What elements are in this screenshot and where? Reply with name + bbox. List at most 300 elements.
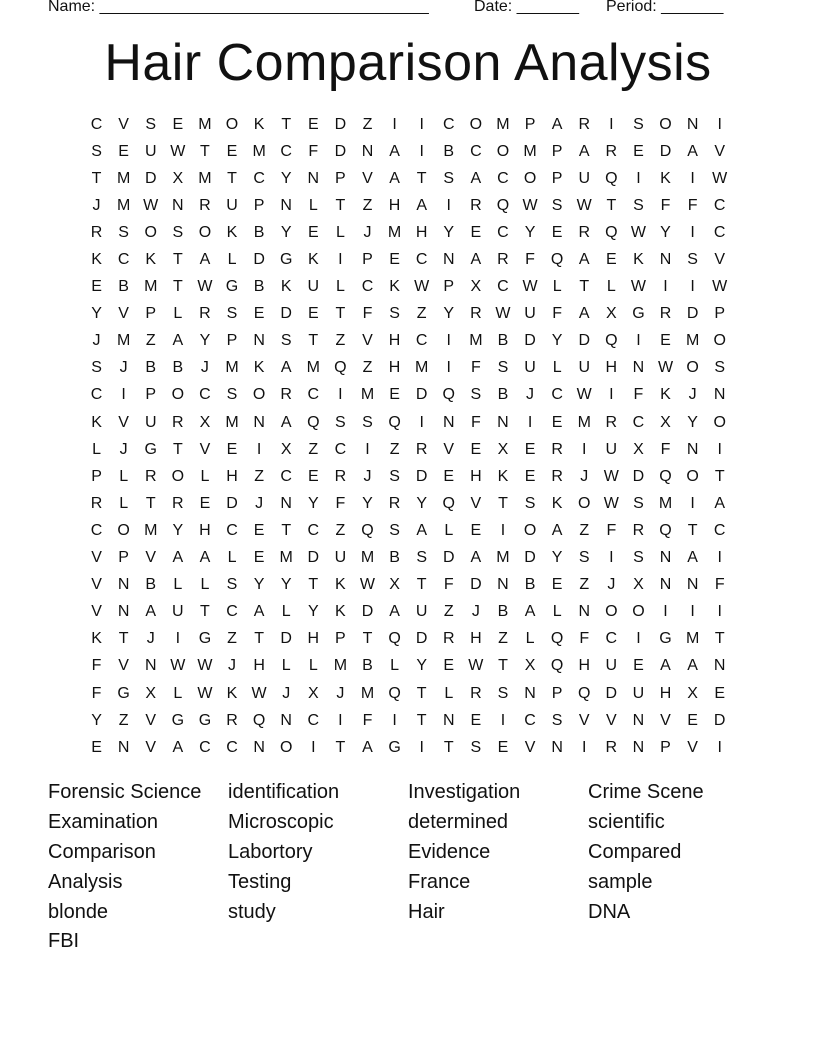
grid-letter: S — [633, 196, 644, 214]
grid-letter: Y — [362, 494, 373, 512]
grid-letter: F — [633, 386, 644, 404]
grid-row — [83, 301, 733, 328]
grid-letter: E — [470, 521, 482, 539]
grid-letter: X — [524, 657, 536, 675]
letter-grid — [83, 111, 733, 761]
grid-letter: X — [497, 440, 509, 458]
grid-letter: T — [200, 603, 210, 621]
grid-letter: X — [687, 684, 698, 702]
word-list-item: Analysis — [48, 870, 123, 893]
grid-letter: H — [253, 657, 265, 675]
grid-letter: C — [442, 115, 455, 133]
grid-letter: N — [253, 332, 265, 350]
grid-letter: I — [717, 603, 722, 621]
grid-letter: A — [172, 332, 184, 350]
grid-letter: D — [361, 603, 374, 621]
grid-letter: W — [197, 657, 213, 675]
grid-letter: Y — [307, 494, 319, 512]
grid-letter: G — [279, 251, 293, 269]
word-list-item: FBI — [48, 930, 80, 953]
grid-letter: D — [578, 332, 591, 350]
grid-letter: C — [415, 332, 428, 350]
grid-letter: I — [609, 549, 614, 567]
grid-letter: E — [470, 223, 482, 241]
grid-letter: C — [117, 251, 130, 269]
grid-letter: T — [254, 630, 264, 648]
grid-letter: K — [226, 684, 238, 702]
grid-row — [83, 219, 733, 246]
grid-letter: H — [605, 359, 618, 377]
grid-letter: M — [116, 169, 131, 187]
grid-row — [83, 246, 733, 273]
grid-letter: J — [119, 359, 128, 377]
grid-letter: X — [660, 413, 671, 431]
grid-letter: R — [226, 711, 238, 729]
grid-letter: W — [603, 467, 619, 485]
grid-letter: W — [712, 169, 728, 187]
grid-row — [83, 517, 733, 544]
grid-letter: K — [253, 115, 265, 133]
grid-letter: I — [663, 278, 668, 296]
grid-letter: T — [687, 521, 698, 539]
grid-letter: N — [659, 576, 672, 594]
grid-letter: G — [144, 440, 157, 458]
grid-letter: I — [609, 386, 614, 404]
grid-letter: O — [469, 115, 483, 133]
word-list-item: Microscopic — [228, 811, 334, 834]
grid-letter: E — [470, 440, 482, 458]
grid-letter: E — [389, 386, 400, 404]
grid-letter: L — [173, 305, 183, 323]
grid-letter: B — [497, 603, 509, 621]
word-list-item: scientific — [588, 811, 665, 834]
word-list-item: Comparison — [48, 840, 156, 863]
grid-letter: Y — [416, 494, 427, 512]
grid-letter: T — [335, 738, 346, 756]
grid-letter: Q — [659, 521, 672, 539]
grid-letter: I — [690, 278, 695, 296]
name-field: Name: _____________________________________ — [48, 0, 429, 15]
grid-letter: N — [253, 738, 265, 756]
page-title: Hair Comparison Analysis — [104, 34, 712, 92]
grid-letter: R — [497, 251, 509, 269]
grid-letter: W — [359, 576, 376, 594]
grid-letter: Q — [334, 359, 347, 377]
grid-letter: A — [280, 413, 292, 431]
grid-letter: W — [197, 278, 213, 296]
grid-letter: N — [144, 657, 157, 675]
grid-letter: C — [226, 603, 238, 621]
grid-letter: J — [363, 223, 372, 241]
grid-letter: K — [633, 251, 644, 269]
grid-letter: E — [91, 278, 102, 296]
grid-letter: N — [280, 196, 292, 214]
grid-letter: K — [660, 386, 671, 404]
grid-letter: M — [577, 413, 591, 431]
grid-row — [83, 734, 733, 761]
grid-letter: Y — [280, 223, 292, 241]
grid-letter: S — [362, 413, 373, 431]
grid-letter: W — [522, 278, 538, 296]
grid-letter: V — [605, 711, 617, 729]
grid-letter: E — [497, 738, 509, 756]
grid-letter: E — [253, 521, 265, 539]
grid-letter: W — [143, 196, 159, 214]
grid-letter: P — [226, 332, 238, 350]
grid-letter: E — [226, 142, 238, 160]
grid-letter: S — [226, 576, 238, 594]
grid-letter: W — [522, 196, 538, 214]
grid-letter: T — [714, 467, 725, 485]
grid-letter: P — [335, 630, 346, 648]
grid-letter: O — [198, 223, 212, 241]
grid-letter: P — [362, 251, 373, 269]
grid-letter: D — [415, 630, 428, 648]
grid-letter: J — [228, 657, 237, 675]
grid-letter: E — [633, 142, 644, 160]
grid-letter: S — [497, 684, 509, 702]
grid-letter: E — [551, 413, 563, 431]
grid-letter: U — [524, 359, 536, 377]
grid-letter: W — [603, 494, 619, 512]
grid-letter: N — [117, 576, 130, 594]
grid-letter: I — [419, 115, 424, 133]
grid-letter: T — [335, 305, 346, 323]
word-list-row — [48, 808, 768, 838]
grid-letter: I — [256, 440, 262, 458]
grid-letter: D — [280, 305, 292, 323]
grid-letter: B — [118, 278, 129, 296]
grid-letter: L — [119, 467, 129, 485]
grid-letter: V — [578, 711, 590, 729]
grid-letter: Y — [443, 223, 455, 241]
grid-letter: D — [524, 332, 536, 350]
grid-letter: H — [199, 521, 211, 539]
grid-letter: M — [685, 630, 700, 648]
grid-letter: P — [551, 684, 563, 702]
grid-letter: F — [606, 521, 617, 539]
grid-letter: K — [660, 169, 671, 187]
grid-row — [83, 165, 733, 192]
grid-letter: Y — [280, 169, 292, 187]
grid-letter: Y — [91, 711, 102, 729]
grid-row — [83, 382, 733, 409]
grid-letter: H — [659, 684, 672, 702]
word-list-row — [48, 897, 768, 927]
grid-letter: X — [145, 684, 157, 702]
grid-letter: S — [687, 251, 698, 269]
grid-letter: L — [119, 494, 129, 512]
grid-letter: R — [551, 440, 563, 458]
grid-letter: L — [552, 278, 562, 296]
grid-letter: N — [442, 413, 455, 431]
grid-letter: I — [419, 738, 424, 756]
grid-letter: T — [416, 711, 427, 729]
grid-letter: Q — [388, 630, 401, 648]
word-list-row — [48, 867, 768, 897]
grid-row — [83, 409, 733, 436]
grid-letter: X — [389, 576, 400, 594]
grid-letter: A — [714, 494, 726, 512]
grid-letter: T — [172, 251, 183, 269]
grid-letter: C — [226, 521, 238, 539]
grid-letter: V — [118, 657, 129, 675]
grid-letter: T — [362, 630, 373, 648]
grid-letter: F — [660, 196, 671, 214]
grid-letter: A — [253, 603, 265, 621]
grid-letter: C — [361, 278, 374, 296]
grid-letter: X — [307, 684, 319, 702]
grid-letter: Q — [307, 413, 320, 431]
grid-row — [83, 436, 733, 463]
grid-letter: K — [253, 359, 265, 377]
grid-letter: V — [660, 711, 671, 729]
grid-letter: L — [552, 603, 562, 621]
grid-letter: J — [607, 576, 616, 594]
grid-letter: S — [551, 196, 563, 214]
grid-letter: I — [690, 603, 695, 621]
grid-letter: C — [199, 386, 211, 404]
grid-letter: A — [172, 738, 184, 756]
grid-row — [83, 572, 733, 599]
grid-letter: M — [144, 521, 158, 539]
grid-letter: O — [713, 332, 726, 350]
grid-letter: I — [419, 413, 424, 431]
date-field: Date: _______ — [474, 0, 579, 15]
grid-letter: U — [334, 549, 347, 567]
word-list-item: Testing — [228, 870, 292, 893]
grid-letter: J — [363, 467, 372, 485]
grid-letter: Z — [308, 440, 319, 458]
grid-letter: A — [389, 169, 400, 187]
grid-letter: M — [360, 386, 375, 404]
grid-letter: Q — [605, 223, 618, 241]
grid-letter: X — [172, 169, 184, 187]
word-list-row — [48, 778, 768, 808]
grid-letter: N — [632, 738, 645, 756]
grid-letter: S — [389, 305, 400, 323]
grid-letter: H — [226, 467, 238, 485]
grid-letter: C — [713, 521, 726, 539]
grid-letter: I — [527, 413, 533, 431]
grid-letter: N — [686, 440, 699, 458]
grid-letter: E — [118, 142, 129, 160]
grid-letter: L — [227, 251, 237, 269]
grid-row — [83, 138, 733, 165]
grid-letter: Z — [362, 196, 373, 214]
grid-letter: I — [690, 169, 695, 187]
grid-letter: J — [336, 684, 345, 702]
grid-letter: Z — [416, 305, 427, 323]
grid-letter: Z — [118, 711, 129, 729]
grid-letter: V — [118, 413, 129, 431]
grid-row — [83, 680, 733, 707]
grid-letter: M — [144, 278, 158, 296]
header-fields — [48, 0, 768, 20]
grid-letter: K — [91, 413, 102, 431]
grid-letter: D — [524, 549, 536, 567]
grid-letter: A — [416, 196, 427, 214]
grid-letter: C — [307, 386, 320, 404]
grid-letter: N — [713, 386, 726, 404]
grid-letter: M — [469, 332, 483, 350]
grid-letter: A — [524, 603, 536, 621]
grid-letter: R — [90, 223, 103, 241]
word-list-row — [48, 838, 768, 868]
grid-letter: P — [145, 386, 157, 404]
grid-letter: A — [687, 657, 698, 675]
grid-letter: B — [497, 332, 509, 350]
grid-letter: Y — [91, 305, 102, 323]
grid-letter: K — [91, 251, 102, 269]
grid-letter: R — [280, 386, 292, 404]
grid-letter: J — [146, 630, 155, 648]
grid-letter: A — [578, 305, 590, 323]
grid-letter: R — [551, 467, 563, 485]
word-list-item: determined — [408, 811, 509, 834]
grid-letter: G — [198, 630, 212, 648]
grid-letter: K — [91, 630, 102, 648]
grid-letter: D — [415, 386, 428, 404]
grid-letter: O — [605, 603, 618, 621]
grid-letter: F — [362, 305, 373, 323]
grid-letter: Z — [579, 576, 590, 594]
grid-letter: S — [226, 305, 238, 323]
grid-letter: J — [526, 386, 535, 404]
grid-letter: M — [225, 413, 239, 431]
grid-letter: Z — [145, 332, 156, 350]
grid-letter: B — [389, 549, 400, 567]
grid-letter: U — [605, 657, 618, 675]
grid-letter: G — [659, 630, 672, 648]
word-list-item: France — [408, 870, 471, 893]
grid-letter: J — [580, 467, 589, 485]
grid-letter: E — [307, 115, 319, 133]
grid-letter: F — [525, 251, 535, 269]
grid-letter: A — [578, 142, 590, 160]
grid-letter: I — [419, 142, 424, 160]
grid-letter: P — [524, 115, 536, 133]
grid-letter: M — [225, 359, 239, 377]
grid-letter: A — [470, 549, 482, 567]
grid-letter: P — [253, 196, 265, 214]
grid-letter: R — [605, 738, 618, 756]
grid-letter: W — [576, 386, 592, 404]
grid-letter: N — [713, 657, 726, 675]
grid-letter: M — [333, 657, 348, 675]
grid-letter: O — [171, 467, 185, 485]
grid-letter: F — [714, 576, 725, 594]
grid-letter: V — [118, 115, 129, 133]
grid-letter: P — [551, 142, 563, 160]
grid-letter: O — [713, 413, 726, 431]
grid-letter: T — [714, 630, 725, 648]
grid-letter: C — [199, 738, 211, 756]
grid-letter: L — [335, 278, 345, 296]
grid-letter: P — [551, 169, 563, 187]
grid-row — [83, 653, 733, 680]
grid-letter: R — [388, 494, 401, 512]
grid-letter: R — [470, 196, 482, 214]
grid-letter: D — [442, 549, 455, 567]
grid-letter: B — [443, 142, 455, 160]
grid-letter: F — [91, 657, 102, 675]
grid-letter: E — [605, 251, 617, 269]
grid-letter: R — [199, 196, 211, 214]
grid-letter: N — [578, 603, 591, 621]
grid-letter: Y — [524, 223, 536, 241]
grid-letter: R — [578, 115, 591, 133]
grid-letter: T — [281, 115, 292, 133]
grid-letter: K — [551, 494, 563, 512]
grid-letter: W — [657, 359, 674, 377]
grid-letter: Y — [416, 657, 427, 675]
grid-letter: W — [495, 305, 511, 323]
grid-letter: E — [470, 711, 482, 729]
grid-letter: D — [307, 549, 320, 567]
grid-row — [83, 192, 733, 219]
grid-letter: M — [387, 223, 402, 241]
grid-letter: A — [389, 142, 400, 160]
grid-letter: M — [116, 196, 131, 214]
grid-letter: A — [578, 251, 590, 269]
grid-letter: A — [660, 657, 671, 675]
grid-letter: C — [524, 711, 536, 729]
word-list-row — [48, 927, 768, 957]
grid-letter: Z — [443, 603, 454, 621]
grid-letter: Q — [442, 386, 455, 404]
grid-letter: H — [470, 467, 482, 485]
grid-letter: C — [470, 142, 482, 160]
grid-letter: C — [280, 467, 292, 485]
grid-letter: A — [199, 251, 211, 269]
grid-letter: K — [335, 576, 346, 594]
grid-letter: O — [659, 115, 672, 133]
grid-letter: V — [118, 305, 129, 323]
grid-letter: C — [497, 223, 509, 241]
grid-letter: E — [199, 494, 211, 512]
grid-letter: M — [415, 359, 429, 377]
grid-letter: J — [92, 332, 101, 350]
grid-letter: C — [551, 386, 563, 404]
grid-letter: F — [579, 630, 590, 648]
grid-letter: Y — [551, 332, 563, 350]
word-list-item: Crime Scene — [588, 781, 704, 804]
grid-letter: Z — [335, 521, 346, 539]
grid-letter: U — [144, 413, 157, 431]
grid-letter: R — [334, 467, 347, 485]
grid-letter: Z — [227, 630, 237, 648]
grid-letter: S — [91, 142, 102, 160]
grid-letter: T — [91, 169, 102, 187]
grid-letter: F — [660, 440, 671, 458]
grid-letter: D — [605, 684, 618, 702]
grid-letter: P — [335, 169, 346, 187]
word-list-item: study — [228, 900, 276, 923]
grid-letter: G — [388, 738, 401, 756]
grid-letter: S — [497, 359, 509, 377]
grid-letter: V — [91, 549, 102, 567]
grid-letter: N — [686, 115, 699, 133]
grid-letter: P — [91, 467, 102, 485]
grid-letter: S — [633, 494, 644, 512]
grid-letter: I — [311, 738, 316, 756]
grid-letter: O — [252, 386, 266, 404]
grid-letter: G — [171, 711, 185, 729]
grid-letter: C — [713, 196, 726, 214]
grid-letter: W — [576, 196, 592, 214]
grid-letter: D — [659, 142, 672, 160]
